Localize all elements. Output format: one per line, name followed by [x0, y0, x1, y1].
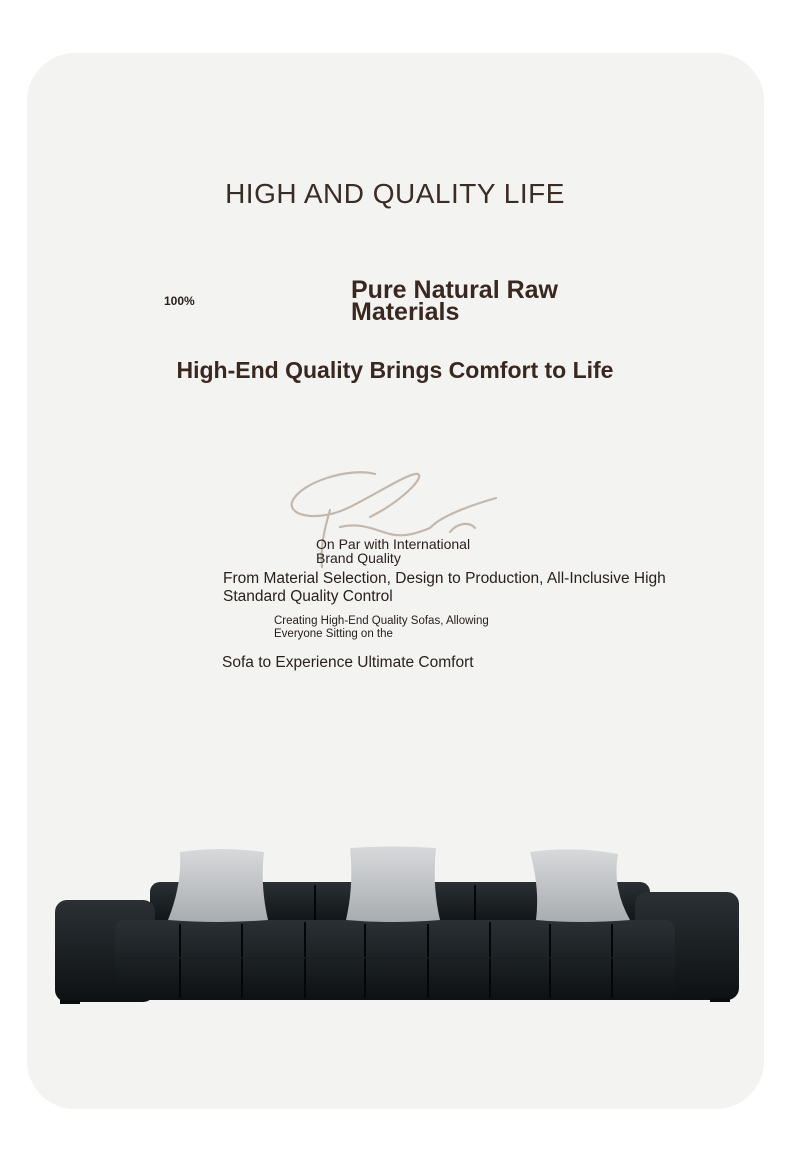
- ultimate-comfort-text: Sofa to Experience Ultimate Comfort: [222, 654, 474, 671]
- creating-sofas-text: Creating High-End Quality Sofas, Allowing Everyone Sitting on the: [274, 615, 489, 640]
- pure-natural-heading: Pure Natural Raw Materials: [351, 276, 559, 326]
- headline: HIGH AND QUALITY LIFE: [225, 178, 565, 209]
- percent-label: 100%: [164, 294, 195, 308]
- sofa-image: [50, 840, 744, 1010]
- on-par-text: On Par with International Brand Quality: [316, 536, 471, 566]
- material-selection-text: From Material Selection, Design to Production, All-Inclusive High Standard Quality Control: [223, 570, 666, 605]
- quality-subheading: High-End Quality Brings Comfort to Life: [176, 357, 614, 383]
